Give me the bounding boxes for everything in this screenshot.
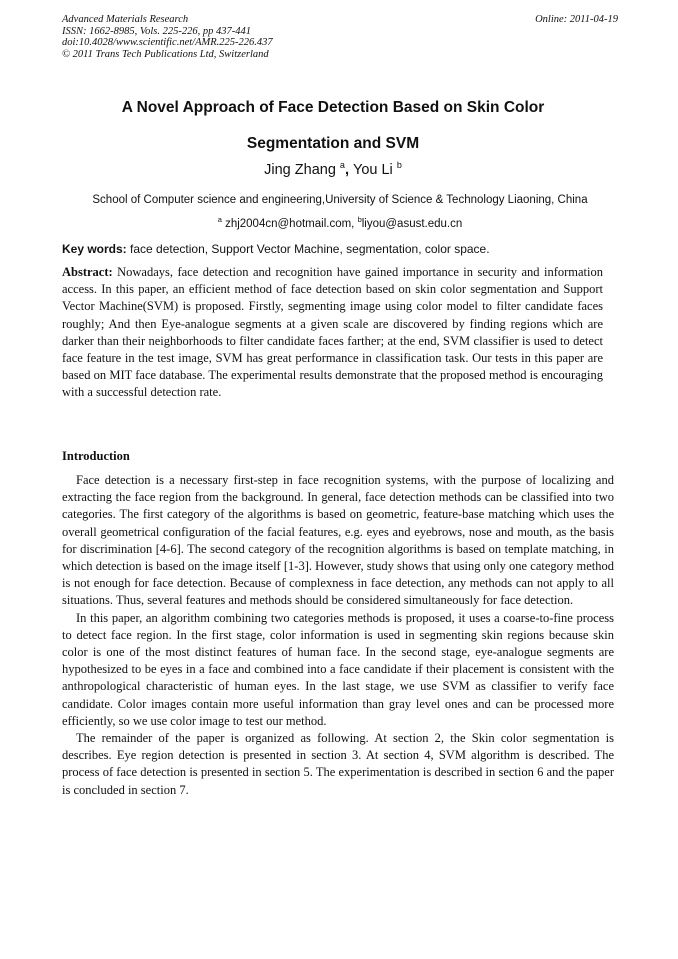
email-a: zhj2004cn@hotmail.com, [221,217,358,230]
author-1-superscript: a [339,160,345,170]
keywords [62,242,618,256]
author-emails [62,210,618,234]
paper-title [62,90,604,162]
author-line [62,160,604,178]
keywords-text: face detection, Support Vector Machine, segmentation, color space. [126,242,490,256]
copyright-line: © 2011 Trans Tech Publications Ltd, Switzerland [62,48,269,60]
abstract [62,264,603,402]
title-line-2: Segmentation and SVM [246,135,420,152]
doi-line: doi:10.4028/www.scientific.net/AMR.225-226.437 [62,37,273,48]
affiliation: School of Computer science and engineering,University of Science & Technology Liaoning, China [92,194,588,206]
introduction-body [62,472,614,799]
journal-name: Advanced Materials Research [62,14,189,25]
introduction-heading: Introduction [62,449,130,463]
abstract-text: Nowadays, face detection and recognition have gained importance in security and information access. In this paper, an efficient method of face detection based on skin color segmentation and Support Vector Machine(SVM) is proposed. Firstly, segmenting image using color model to filter candidate faces roughly; And then Eye-analogue segments at a given scale are discovered by finding regions which are darker than their neighborhoods to filter candidate faces farther; at the end, SVM classifier is used to detect face feature in the test image, SVM has great performance in classification task. Our tests in this paper are based on MIT face database. The experimental results demonstrate that the proposed method is encouraging with a successful detection rate. [62,265,603,400]
author-1: Jing Zhang [264,161,336,178]
online-date: Online: 2011-04-19 [535,14,618,25]
intro-paragraph-3: The remainder of the paper is organized as following. At section 2, the Skin color segmentation is describes. Eye region detection is presented in section 3. At section 4, SVM algorithm is described. The process of face detection is presented in section 5. The experimentation is described in section 6 and the paper is concluded in section 7. [62,731,614,797]
email-b: liyou@asust.edu.cn [361,217,463,230]
author-2: You Li [353,161,393,178]
intro-paragraph-1: Face detection is a necessary first-step in face recognition systems, with the purpose of localizing and extracting the face region from the background. In general, face detection methods can be classified into two categories. The first category of the algorithms is based on geometric, feature-base matching which uses the overall geometrical configuration of the facial features, e.g. eyes and eyebrows, nose and mouth, as the basis for discrimination [4-6]. The second category of the recognition algorithms is based on template matching, in which detection is based on the image itself [1-3]. However, study shows that using only one category method is not enough for face detection. Because of complexness in face detection, any methods can not apply to all situations. Thus, several features and methods should be considered simultaneously for face detection. [62,473,614,608]
intro-paragraph-2: In this paper, an algorithm combining two categories methods is proposed, it uses a coarse-to-fine process to detect face region. In the first stage, color information is used in segmenting skin regions because skin color is one of the most distinct features of human face. In the second stage, eye-analogue segments are hypothesized to be eyes in a face and combined into a face candidate if their placement is consistent with the anthropological characteristic of human eyes. In the last stage, we use SVM as classifier to verify face candidate. Color images contain more useful information than gray level ones and can be processed more efficiently, so we use color image to test our method. [62,610,614,728]
email-b-superscript: b [357,215,362,224]
keywords-label: Key words: [62,242,127,256]
journal-header [62,14,618,60]
abstract-label: Abstract: [62,265,113,279]
issn-line: ISSN: 1662-8985, Vols. 225-226, pp 437-441 [62,25,251,37]
title-line-1: A Novel Approach of Face Detection Based on Skin Color [121,99,545,116]
email-a-superscript: a [217,215,222,224]
affiliation-block [62,191,618,234]
author-2-superscript: b [396,160,402,170]
author-separator: , [344,161,353,178]
